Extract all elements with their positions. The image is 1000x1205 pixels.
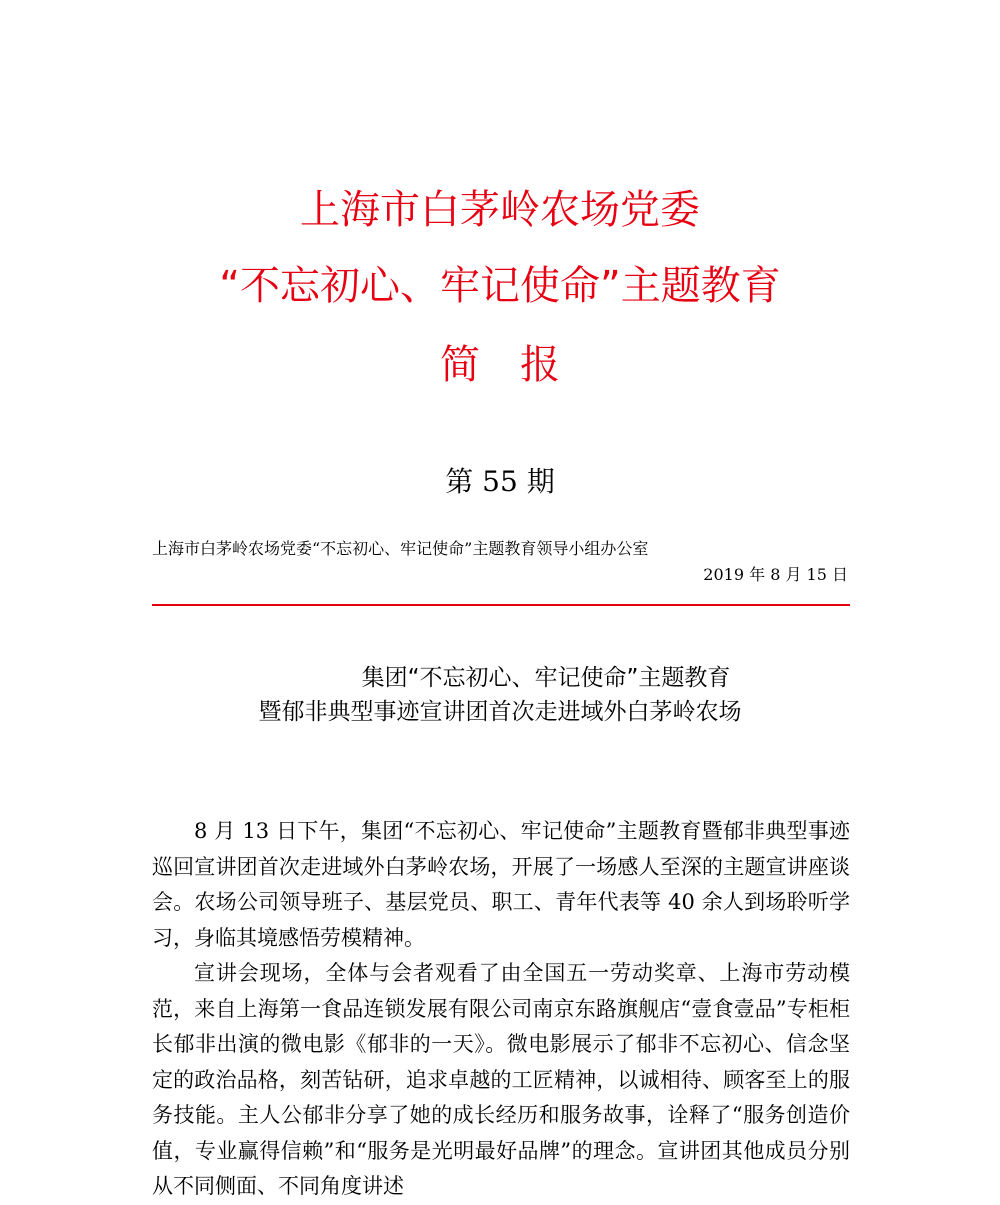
issuer-office: 上海市白茅岭农场党委“不忘初心、牢记使命”主题教育领导小组办公室 <box>152 539 649 558</box>
bulletin-title-theme: “不忘初心、牢记使命”主题教育 <box>219 263 781 309</box>
article-paragraph: 8 月 13 日下午，集团“不忘初心、牢记使命”主题教育暨郁非典型事迹巡回宣讲团首次走进域外白茅岭农场，开展了一场感人至深的主题宣讲座谈会。农场公司领导班子、基层党员、职工、青年代表等 40 余人到场聆听学习，身临其境感悟劳模精神。 <box>152 819 850 950</box>
article-title-line1: 集团“不忘初心、牢记使命”主题教育 <box>361 665 731 691</box>
bulletin-title-type: 简报 <box>440 342 600 388</box>
issue-date: 2019 年 8 月 15 日 <box>703 565 848 584</box>
issue-number: 第 55 期 <box>445 465 555 498</box>
article-title-line2: 暨郁非典型事迹宣讲团首次走进域外白茅岭农场 <box>258 699 742 725</box>
header-divider <box>152 604 850 606</box>
bulletin-title-organization: 上海市白茅岭农场党委 <box>300 187 700 233</box>
article-paragraph: 宣讲会现场，全体与会者观看了由全国五一劳动奖章、上海市劳动模范，来自上海第一食品连锁发展有限公司南京东路旗舰店“壹食壹品”专柜柜长郁非出演的微电影《郁非的一天》。微电影展示了郁非不忘初心、信念坚定的政治品格，刻苦钻研，追求卓越的工匠精神，以诚相待、顾客至上的服务技能。主人公郁非分享了她的成长经历和服务故事，诠释了“服务创造价值，专业赢得信赖”和“服务是光明最好品牌”的理念。宣讲团其他成员分别从不同侧面、不同角度讲述 <box>152 961 850 1198</box>
article-body <box>152 814 850 1205</box>
